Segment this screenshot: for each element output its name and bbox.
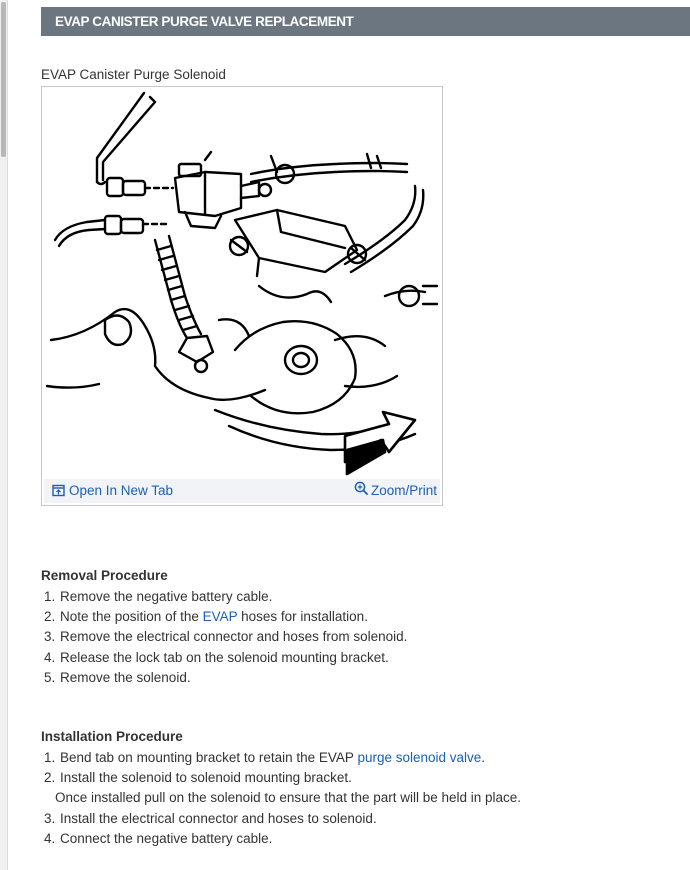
list-item: 4. Connect the negative battery cable.	[44, 830, 273, 846]
open-in-new-tab-link[interactable]	[52, 483, 173, 498]
open-in-new-tab-label: Open In New Tab	[69, 483, 174, 498]
list-item: 1. Bend tab on mounting bracket to retain the EVAP purge solenoid valve.	[44, 750, 486, 765]
page-scrollbar[interactable]	[0, 0, 8, 870]
scrollbar-thumb[interactable]	[1, 2, 6, 157]
removal-procedure-heading: Removal Procedure	[41, 568, 168, 583]
installation-procedure-heading: Installation Procedure	[41, 729, 183, 744]
magnifier-zoom-icon	[354, 481, 369, 496]
list-item: 5. Remove the solenoid.	[44, 669, 191, 685]
figure-caption: EVAP Canister Purge Solenoid	[41, 67, 226, 82]
zoom-print-label: Zoom/Print	[370, 483, 437, 498]
open-in-new-tab-icon	[52, 484, 65, 497]
installation-steps-list	[44, 748, 521, 849]
page-title: EVAP CANISTER PURGE VALVE REPLACEMENT	[41, 7, 690, 36]
list-item: 3. Remove the electrical connector and hoses from solenoid.	[44, 629, 408, 645]
purge-solenoid-valve-link[interactable]: purge solenoid valve	[357, 750, 482, 765]
list-item: 3. Install the electrical connector and hoses to solenoid.	[44, 810, 377, 826]
list-item: 2. Install the solenoid to solenoid mounting bracket.	[44, 770, 352, 786]
evap-link[interactable]: EVAP	[202, 609, 238, 625]
step-note: Once installed pull on the solenoid to ensure that the part will be held in place.	[55, 790, 522, 806]
figure-container	[41, 86, 443, 506]
figure-toolbar	[44, 479, 440, 503]
list-item: 2. Note the position of the EVAP hoses for installation.	[44, 609, 368, 625]
list-item: 4. Release the lock tab on the solenoid mounting bracket.	[44, 649, 389, 665]
evap-solenoid-illustration[interactable]	[45, 90, 439, 476]
zoom-print-link[interactable]	[354, 483, 437, 498]
removal-steps-list	[44, 587, 407, 688]
list-item: 1. Remove the negative battery cable.	[44, 589, 273, 604]
